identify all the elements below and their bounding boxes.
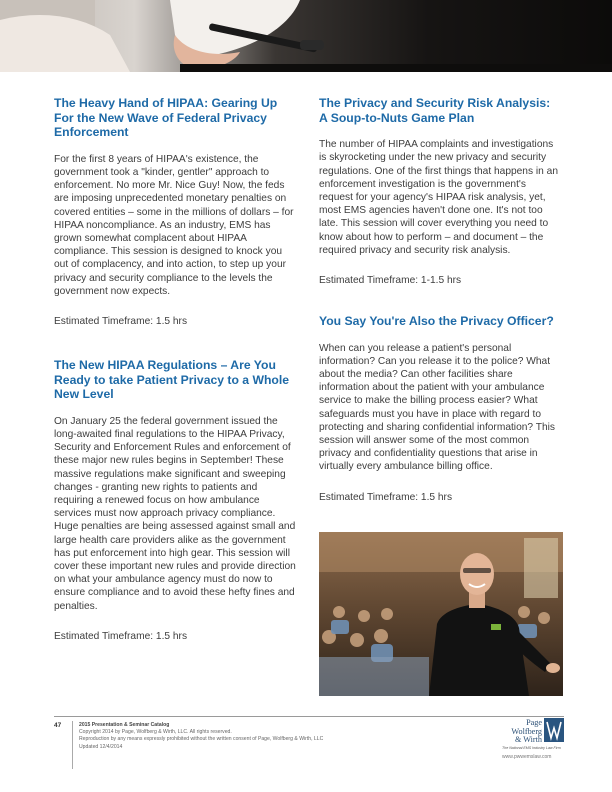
section-timeframe: Estimated Timeframe: 1.5 hrs — [319, 491, 453, 503]
section-timeframe: Estimated Timeframe: 1-1.5 hrs — [319, 275, 462, 287]
section-timeframe: Estimated Timeframe: 1.5 hrs — [54, 316, 188, 328]
logo-wordmark — [500, 719, 542, 745]
page-number: 47 — [54, 722, 62, 729]
section-new-hipaa-regulations — [54, 358, 296, 643]
logo-url[interactable]: www.pwwemslaw.com — [502, 754, 552, 760]
logo-line-1: Page — [526, 718, 542, 727]
section-title: You Say You're Also the Privacy Officer? — [319, 314, 554, 329]
footer-updated: Updated 12/4/2014 — [79, 743, 123, 750]
footer-reproduction: Reproduction by any means expressly prohibited without the written consent of Page, Wolfberg & Wirth, LLC — [79, 736, 324, 743]
header-photo — [0, 0, 612, 72]
footer-divider — [54, 716, 564, 717]
footer-catalog: 2015 Presentation & Seminar Catalog — [79, 722, 170, 728]
section-risk-analysis — [319, 96, 561, 287]
section-heavy-hand-hipaa — [54, 96, 296, 328]
section-title: The Privacy and Security Risk Analysis: A Soup-to-Nuts Game Plan — [319, 96, 551, 125]
logo-line-2: Wolfberg — [511, 726, 542, 736]
footer-copyright: Copyright 2014 by Page, Wolfberg & Wirth, LLC. All rights reserved. — [79, 729, 232, 736]
section-timeframe: Estimated Timeframe: 1.5 hrs — [54, 630, 188, 642]
section-title: The Heavy Hand of HIPAA: Gearing Up For the New Wave of Federal Privacy Enforcement — [54, 96, 278, 140]
section-body: On January 25 the federal government issued the long-awaited final regulations to the HIPAA Privacy, Security and Enforcement Rules and enforcement of these major new rules begins in September! These massive regulations make significant and sweeping changes - granting new rights to patients and requiring a renewed focus on how ambulance services must now approach privacy compliance. Huge penalties are being assessed against small and large health care providers alike as the government has put enforcement into high gear. This session will cover these important new rules and provide direction on what your ambulance agency must do now to ensure compliance and to avoid these hefty fines and penalties. — [54, 415, 296, 612]
presenter-photo — [319, 532, 563, 696]
firm-logo — [500, 717, 564, 765]
footer-vertical-divider — [72, 721, 73, 769]
footer-text — [79, 722, 323, 751]
section-title: The New HIPAA Regulations – Are You Ready to take Patient Privacy to a Whole New Level — [54, 358, 290, 402]
logo-tagline: The National EMS Industry Law Firm — [502, 746, 561, 750]
pww-logo-mark-icon — [544, 718, 564, 742]
section-privacy-officer — [319, 314, 561, 504]
section-body: The number of HIPAA complaints and investigations is skyrocketing under the new privacy and security regulations. One of the first things that happens in an enforcement investigation is the government's request for your agency's HIPAA risk analysis, yet, most EMS agencies haven't done one. It's not too late. This session will cover everything you need to know about how to perform – and document – the required privacy and security risk analysis. — [319, 139, 558, 256]
logo-line-3: & Wirth — [514, 735, 542, 745]
section-body: When can you release a patient's personal information? Can you release it to the police? What about the media? Can other facilities share information about the patient with your ambulance service to make the billing process easier? What safeguards must you have in place with regard to protecting and sharing confidential information? This session will answer some of the most common privacy and confidentiality questions that arise in virtually every ambulance billing office. — [319, 342, 555, 473]
section-body: For the first 8 years of HIPAA's existence, the government took a "kinder, gentler" approach to enforcement. No more Mr. Nice Guy! Now, the feds are imposing unprecedented monetary penalties on covered entities – some in the millions of dollars – for HIPAA noncompliance. As an industry, EMS has grown somewhat complacent about HIPAA compliance. This session is designed to knock you out of complacency, and into action, to step up your privacy and security compliance to the levels the government now expects. — [54, 153, 294, 297]
